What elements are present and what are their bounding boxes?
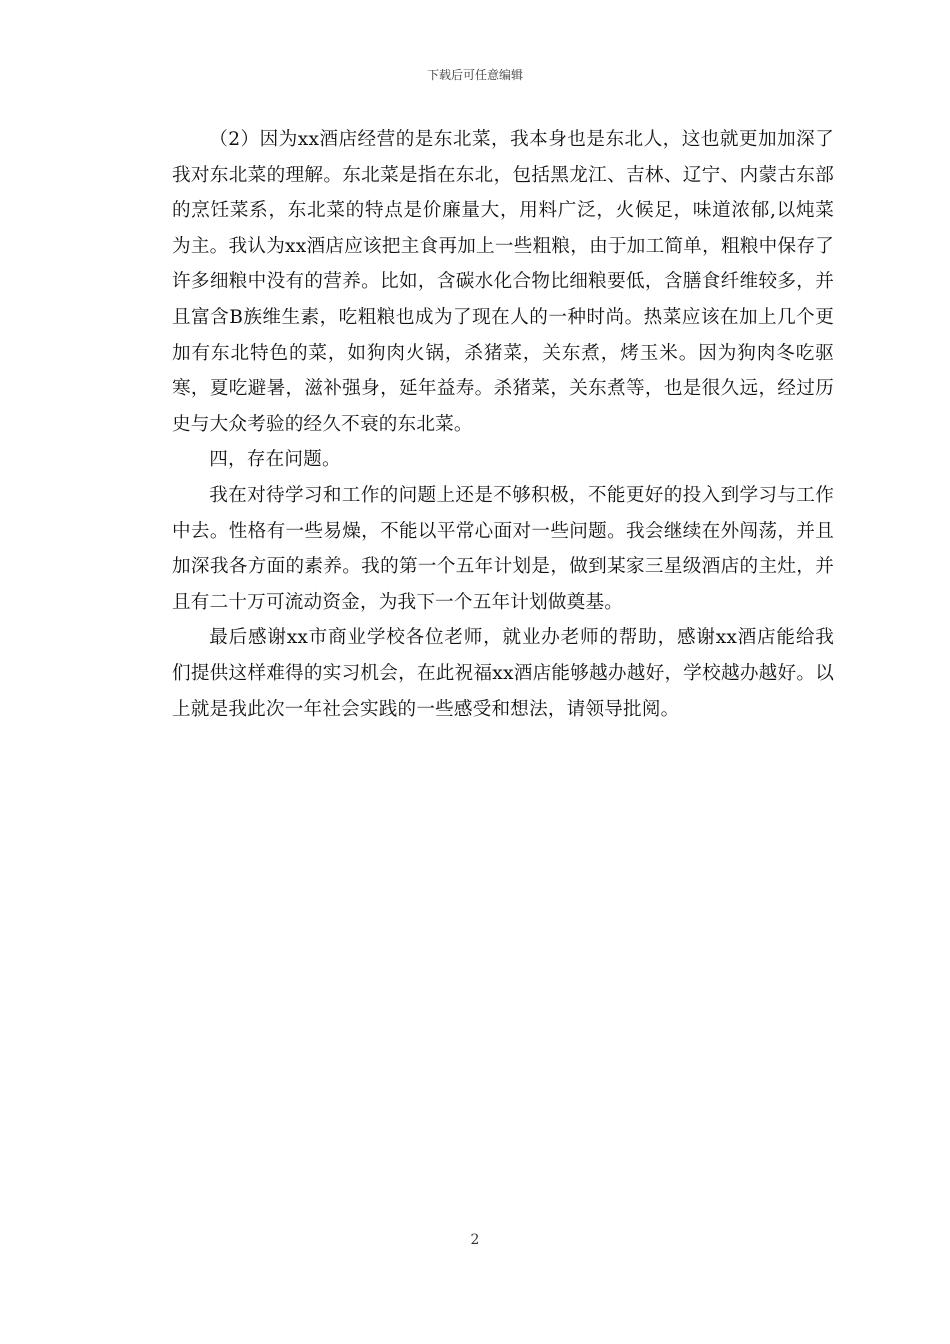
document-body (172, 122, 834, 727)
paragraph-thanks: 最后感谢xx市商业学校各位老师，就业办老师的帮助，感谢xx酒店能给我们提供这样难得的实习机会，在此祝福xx酒店能够越办越好，学校越办越好。以上就是我此次一年社会实践的一些感受和想法，请领导批阅。 (172, 627, 834, 720)
paragraph-problems: 我在对待学习和工作的问题上还是不够积极，不能更好的投入到学习与工作中去。性格有一些易燥，不能以平常心面对一些问题。我会继续在外闯荡，并且加深我各方面的素养。我的第一个五年计划是，做到某家三星级酒店的主灶，并且有二十万可流动资金，为我下一个五年计划做奠基。 (172, 484, 834, 613)
page-header: 下载后可任意编辑 (426, 68, 523, 82)
paragraph-northeast-cuisine: （2）因为xx酒店经营的是东北菜，我本身也是东北人，这也就更加加深了我对东北菜的理解。东北菜是指在东北，包括黑龙江、吉林、辽宁、内蒙古东部的烹饪菜系，东北菜的特点是价廉量大，用料广泛，火候足，味道浓郁,以炖菜为主。我认为xx酒店应该把主食再加上一些粗粮，由于加工简单，粗粮中保存了许多细粮中没有的营养。比如，含碳水化合物比细粮要低，含膳食纤维较多，并且富含B族维生素，吃粗粮也成为了现在人的一种时尚。热菜应该在加上几个更加有东北特色的菜，如狗肉火锅，杀猪菜，关东煮，烤玉米。因为狗肉冬吃驱寒，夏吃避暑，滋补强身，延年益寿。杀猪菜，关东煮等，也是很久远，经过历史与大众考验的经久不衰的东北菜。 (172, 129, 834, 435)
page-number: 2 (470, 1232, 480, 1248)
section-heading-problems: 四，存在问题。 (209, 449, 341, 471)
